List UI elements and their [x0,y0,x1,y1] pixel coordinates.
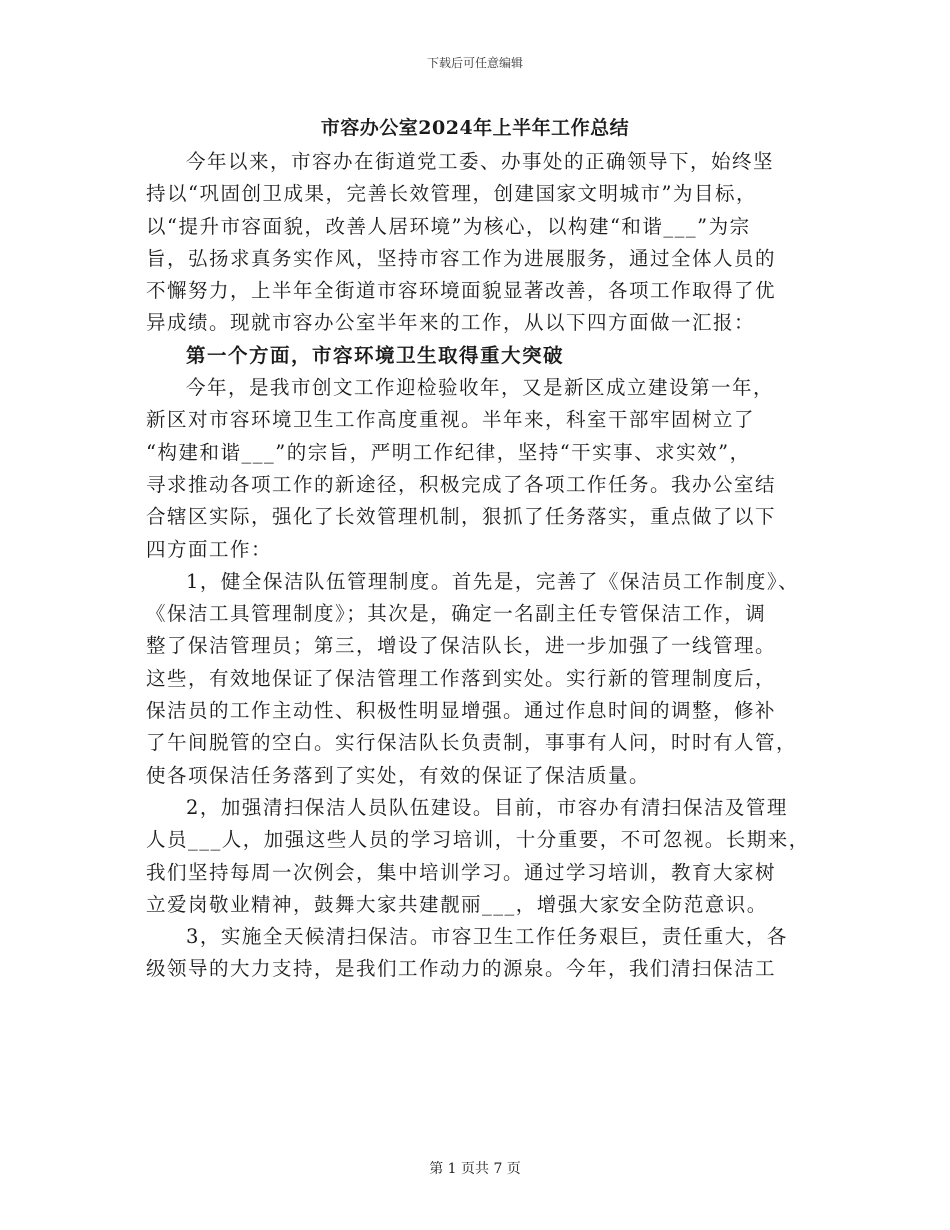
body-line: 旨，弘扬求真务实作风，坚持市容工作为进展服务，通过全体人员的 [146,246,777,270]
document-body [146,146,810,986]
body-line: 以“提升市容面貌，改善人居环境”为核心，以构建“和谐___”为宗 [146,214,751,238]
body-line: 不懈努力，上半年全街道市容环境面貌显著改善，各项工作取得了优 [146,279,777,303]
body-line: 人员___人，加强这些人员的学习培训，十分重要，不可忽视。长期来， [146,828,810,852]
body-line: 《保洁工具管理制度》；其次是，确定一名副主任专管保洁工作，调 [146,602,767,626]
header-note: 下载后可任意编辑 [426,56,523,70]
body-line: 立爱岗敬业精神，鼓舞大家共建靓丽___，增强大家安全防范意识。 [146,892,768,916]
body-line: 持以“巩固创卫成果，完善长效管理，创建国家文明城市”为目标， [146,182,757,206]
document-title: 市容办公室2024年上半年工作总结 [320,117,630,139]
body-line: 寻求推动各项工作的新途径，积极完成了各项工作任务。我办公室结 [146,472,777,496]
body-line: 这些，有效地保证了保洁管理工作落到实处。实行新的管理制度后， [146,666,777,690]
body-line: 3，实施全天候清扫保洁。市容卫生工作任务艰巨，责任重大，各 [186,925,788,949]
page-number: 第 1 页共 7 页 [429,1161,521,1177]
body-line: 合辖区实际，强化了长效管理机制，狠抓了任务落实，重点做了以下 [146,505,777,529]
body-line: 新区对市容环境卫生工作高度重视。半年来，科室干部牢固树立了 [146,408,756,432]
body-line: 异成绩。现就市容办公室半年来的工作，从以下四方面做一汇报： [146,311,756,335]
body-line: 级领导的大力支持，是我们工作动力的源泉。今年，我们清扫保洁工 [146,957,777,981]
body-line: “构建和谐___”的宗旨，严明工作纪律，坚持“干实事、求实效”， [146,440,751,464]
body-line: 了午间脱管的空白。实行保洁队长负责制，事事有人问，时时有人管， [146,731,798,755]
body-line: 保洁员的工作主动性、积极性明显增强。通过作息时间的调整，修补 [146,699,777,723]
body-line: 使各项保洁任务落到了实处，有效的保证了保洁质量。 [146,763,651,787]
body-line: 四方面工作： [146,537,273,561]
body-line: 我们坚持每周一次例会，集中培训学习。通过学习培训，教育大家树 [146,860,777,884]
section-heading: 第一个方面，市容环境卫生取得重大突破 [186,343,565,367]
body-line: 2，加强清扫保洁人员队伍建设。目前，市容办有清扫保洁及管理 [186,795,788,819]
body-line: 1，健全保洁队伍管理制度。首先是，完善了《保洁员工作制度》、 [186,569,800,593]
body-line: 今年，是我市创文工作迎检验收年，又是新区成立建设第一年， [186,376,775,400]
body-line: 今年以来，市容办在街道党工委、办事处的正确领导下，始终坚 [186,150,775,173]
body-line: 整了保洁管理员；第三，增设了保洁队长，进一步加强了一线管理。 [146,634,777,658]
